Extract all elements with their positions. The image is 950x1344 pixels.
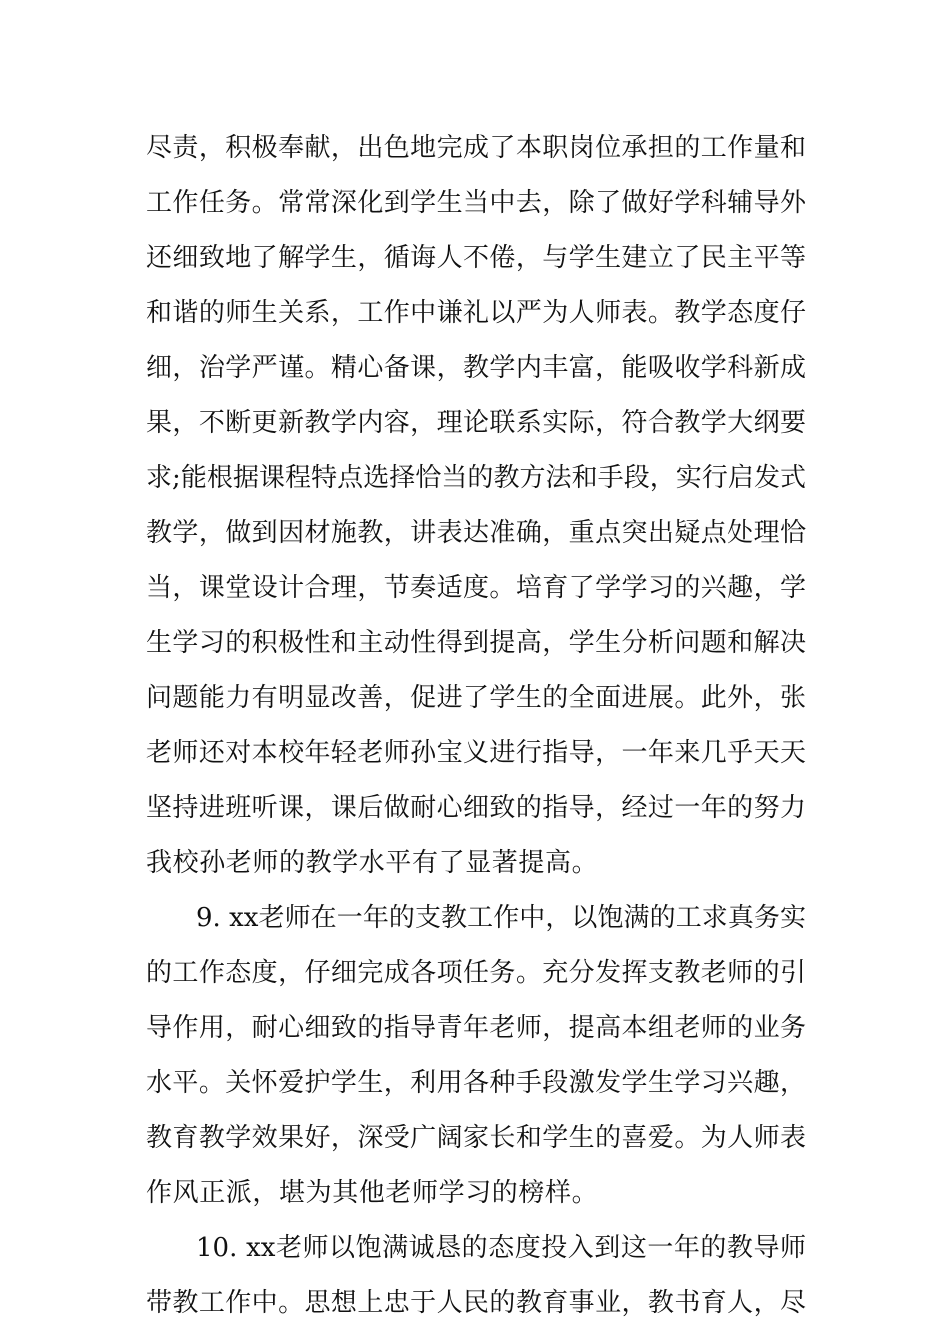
text-line: 教育教学效果好，深受广阔家长和学生的喜爱。为人师表 — [146, 1123, 806, 1153]
text-line: 工作任务。常常深化到学生当中去，除了做好学科辅导外 — [146, 188, 806, 218]
text-line: 教学，做到因材施教，讲表达准确，重点突出疑点处理恰 — [146, 518, 806, 548]
text-line: 尽责，积极奉献，出色地完成了本职岗位承担的工作量和 — [146, 133, 806, 163]
text-line: 和谐的师生关系，工作中谦礼以严为人师表。教学态度仔 — [146, 298, 806, 328]
text-line: 坚持进班听课，课后做耐心细致的指导，经过一年的努力 — [146, 793, 806, 823]
text-line: 导作用，耐心细致的指导青年老师，提高本组老师的业务 — [146, 1013, 806, 1043]
text-line: 作风正派，堪为其他老师学习的榜样。 — [146, 1178, 599, 1208]
text-line: 求;能根据课程特点选择恰当的教方法和手段，实行启发式 — [146, 463, 806, 493]
text-line: 还细致地了解学生，循诲人不倦，与学生建立了民主平等 — [146, 243, 806, 273]
text-line: 带教工作中。思想上忠于人民的教育事业，教书育人，尽 — [146, 1288, 806, 1318]
text-line: 当，课堂设计合理，节奏适度。培育了学学习的兴趣，学 — [146, 573, 806, 603]
text-line: 细，治学严谨。精心备课，教学内丰富，能吸收学科新成 — [146, 353, 806, 383]
paragraph-9-first-line: 9. xx老师在一年的支教工作中，以饱满的工求真务实 — [196, 903, 806, 933]
paragraph-10-first-line: 10. xx老师以饱满诚恳的态度投入到这一年的教导师 — [196, 1233, 806, 1263]
text-line: 老师还对本校年轻老师孙宝义进行指导，一年来几乎天天 — [146, 738, 806, 768]
text-line: 生学习的积极性和主动性得到提高，学生分析问题和解决 — [146, 628, 806, 658]
text-line: 果，不断更新教学内容，理论联系实际，符合教学大纲要 — [146, 408, 806, 438]
text-line: 我校孙老师的教学水平有了显著提高。 — [146, 848, 599, 878]
text-line: 的工作态度，仔细完成各项任务。充分发挥支教老师的引 — [146, 958, 806, 988]
text-line: 问题能力有明显改善，促进了学生的全面进展。此外，张 — [146, 683, 806, 713]
text-line: 水平。关怀爱护学生，利用各种手段激发学生学习兴趣， — [146, 1068, 806, 1098]
